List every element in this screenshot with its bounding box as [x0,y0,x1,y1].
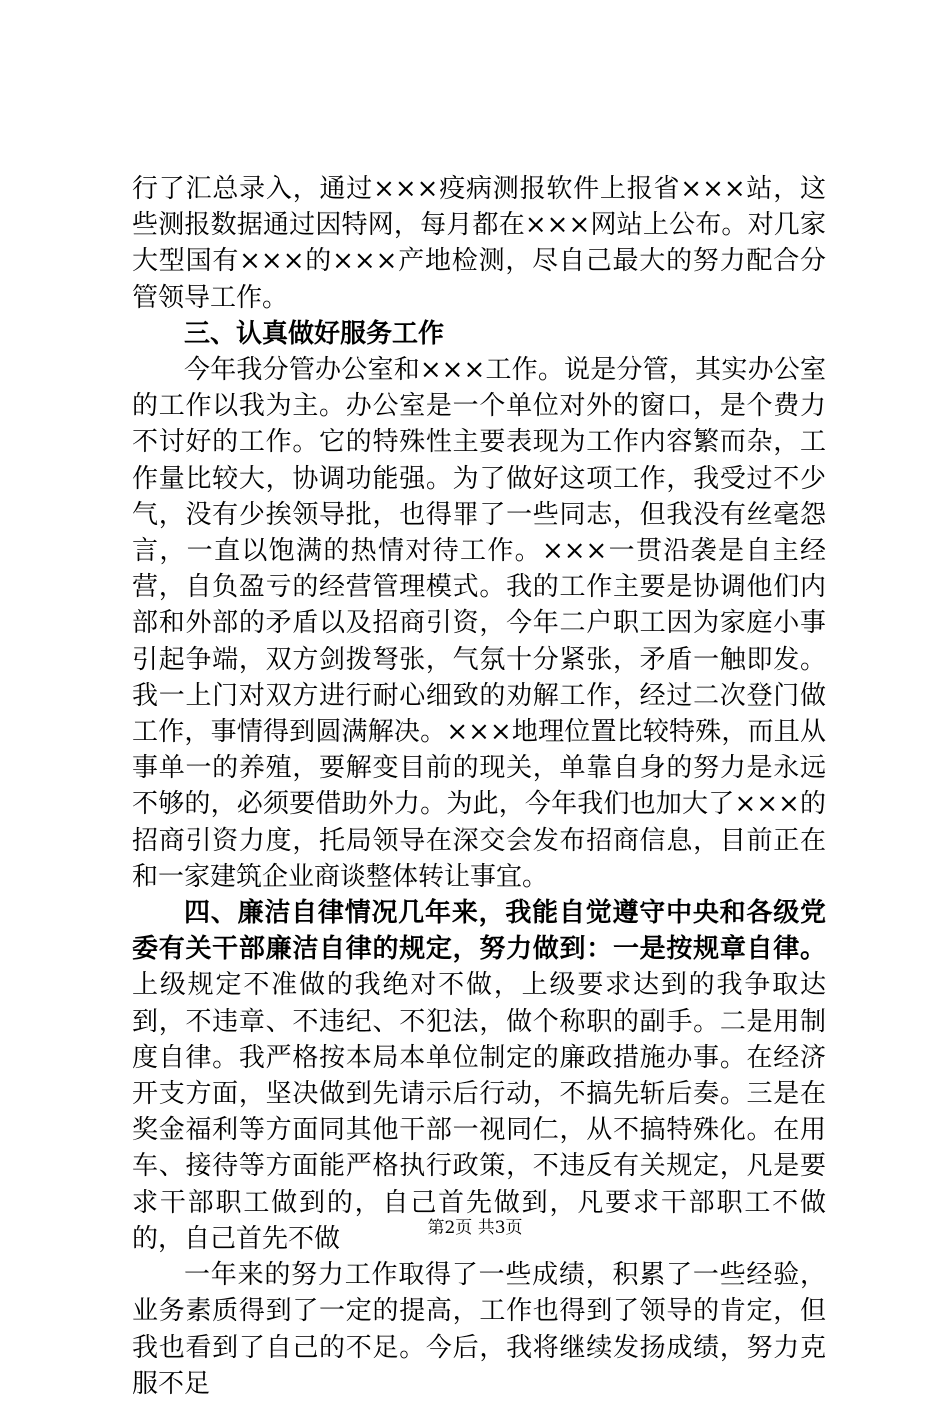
paragraph-4: 一年来的努力工作取得了一些成绩，积累了一些经验，业务素质得到了一定的提高，工作也得到了领导的肯定，但我也看到了自己的不足。今后，我将继续发扬成绩，努力克服不足 [132,1260,826,1399]
section-heading-3: 三、认真做好服务工作 [184,318,445,349]
section-heading-4: 四、廉洁自律情况几年来，我能自觉遵守中央和各级党委有关干部廉洁自律的规定，努力做到：一是按规章自律。 [132,898,826,965]
paragraph-3-body: 上级规定不准做的我绝对不做，上级要求达到的我争取达到，不违章、不违纪、不犯法，做个称职的副手。二是用制度自律。我严格按本局本单位制定的廉政措施办事。在经济开支方面，坚决做到先请示后行动，不搞先斩后奏。三是在奖金福利等方面同其他干部一视同仁，从不搞特殊化。在用车、接待等方面能严格执行政策，不违反有关规定，凡是要求干部职工做到的，自己首先做到，凡要求干部职工不做的，自己首先不做 [132,970,826,1254]
paragraph-2: 今年我分管办公室和×××工作。说是分管，其实办公室的工作以我为主。办公室是一个单位对外的窗口，是个费力不讨好的工作。它的特殊性主要表现为工作内容繁而杂，工作量比较大，协调功能强。为了做好这项工作，我受过不少气，没有少挨领导批，也得罪了一些同志，但我没有丝毫怨言，一直以饱满的热情对待工作。×××一贯沿袭是自主经营，自负盈亏的经营管理模式。我的工作主要是协调他们内部和外部的矛盾以及招商引资，今年二户职工因为家庭小事引起争端，双方剑拨弩张，气氛十分紧张，矛盾一触即发。我一上门对双方进行耐心细致的劝解工作，经过二次登门做工作，事情得到圆满解决。×××地理位置比较特殊，而且从事单一的养殖，要解变目前的现关，单靠自身的努力是永远不够的，必须要借助外力。为此，今年我们也加大了×××的招商引资力度，托局领导在深交会发布招商信息，目前正在和一家建筑企业商谈整体转让事宜。 [132,355,826,892]
paragraph-3 [132,895,826,1257]
page-footer: 第2页 共3页 [427,1218,523,1238]
paragraph-1: 行了汇总录入，通过×××疫病测报软件上报省×××站，这些测报数据通过因特网，每月都在×××网站上公布。对几家大型国有×××的×××产地检测，尽自己最大的努力配合分管领导工作。 [132,174,826,313]
